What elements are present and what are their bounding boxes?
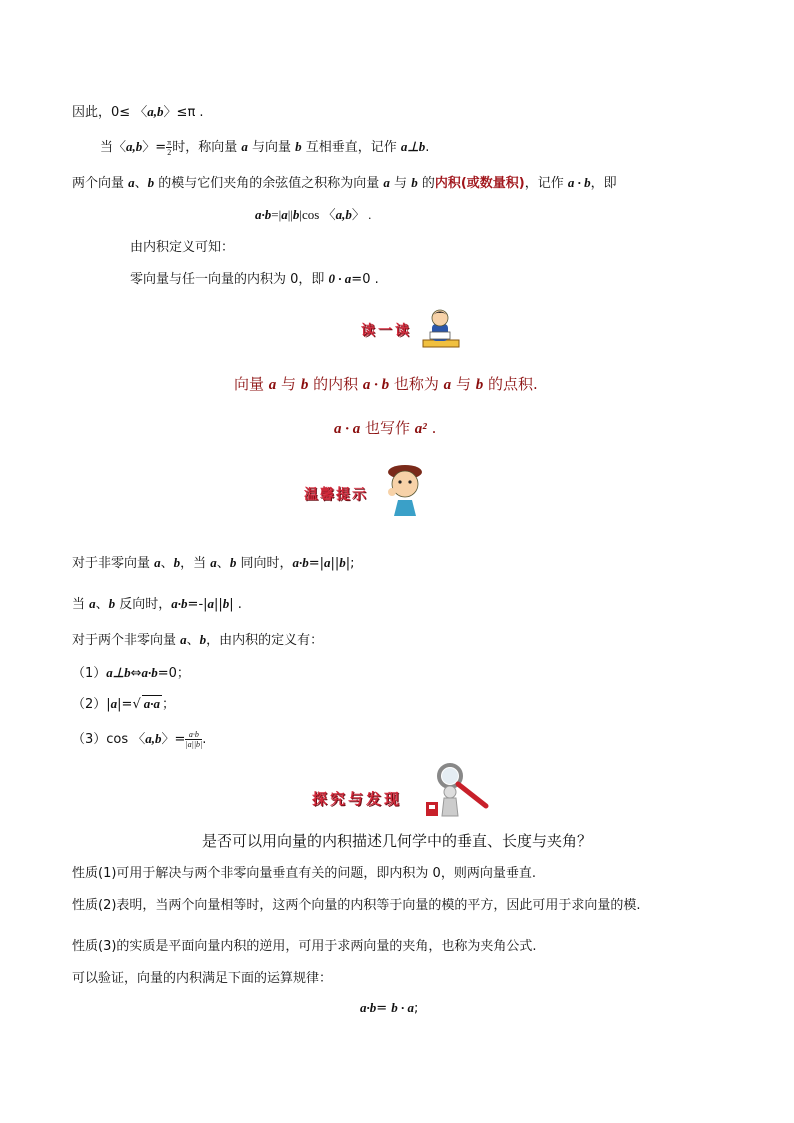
text-line-zero-vector: 零向量与任一向量的内积为 0，即 0 · a=0 .: [130, 271, 379, 287]
text-line-nonzero-vectors: 对于两个非零向量 a、b，由内积的定义有：: [72, 632, 324, 648]
magnifier-figure-icon: [420, 762, 490, 818]
text-line-angle-range: 因此，0≤ 〈a,b〉≤π .: [72, 104, 204, 120]
text-line-property-1-use: 性质(1)可用于解决与两个非零向量垂直有关的问题，即内积为 0，则两向量垂直.: [72, 866, 536, 881]
text-line-same-direction: 对于非零向量 a、b，当 a、b 同向时，a·b=|a||b|;: [72, 555, 355, 571]
formula-inner-product: a·b=|a||b|cos 〈a,b〉 .: [255, 207, 372, 222]
thinking-person-icon: [382, 462, 428, 516]
reading-person-icon: [417, 306, 463, 352]
text-line-property-3-use: 性质(3)的实质是平面向量内积的逆用，可用于求两向量的夹角，也称为夹角公式.: [72, 939, 537, 954]
fraction-cosine: $\frac{a\cdot b}{|a||b|}$: [185, 730, 203, 749]
banner-tips: 温馨提示: [302, 462, 430, 518]
sqrt-sign: √: [132, 697, 141, 712]
list-item-property-1: （1）a⊥b⇔a·b=0；: [72, 665, 190, 681]
list-item-property-2: （2）|a|=√ a·a ；: [72, 696, 176, 712]
fraction-pi-over-2: $\frac{\pi}{2}$: [167, 138, 172, 157]
text-line-opposite-direction: 当 a、b 反向时，a·b=-|a||b| .: [72, 596, 242, 612]
text-line-operation-laws: 可以验证，向量的内积满足下面的运算规律：: [72, 971, 333, 986]
text-line-perpendicular-def: 当〈a,b〉= $\frac{\pi}{2}$ 时，称向量 a 与向量 b 互相垂直，记作 a⊥b.: [100, 138, 430, 157]
text-line-property-2-use: 性质(2)表明，当两个向量相等时，这两个向量的内积等于向量的模的平方，因此可用于求向量的模.: [72, 898, 641, 913]
text-line-inner-product-def: 两个向量 a、b 的模与它们夹角的余弦值之积称为向量 a 与 b 的内积(或数量积)，记作 a · b，即: [72, 175, 617, 191]
text-line-a-squared: a · a 也写作 a² .: [334, 419, 437, 437]
banner-explore: 探究与发现: [312, 760, 492, 818]
question-heading: 是否可以用向量的内积描述几何学中的垂直、长度与夹角？: [202, 832, 593, 850]
text-line-from-definition: 由内积定义可知：: [130, 240, 235, 255]
term-inner-product: 内积(或数量积): [434, 176, 525, 191]
banner-read: 读一读: [355, 304, 465, 354]
list-item-property-3: （3）cos 〈a,b〉= $\frac{a\cdot b}{|a||b|}$ .: [72, 730, 207, 749]
formula-commutative: a·b= b · a;: [360, 1000, 419, 1016]
text-line-dot-product: 向量 a 与 b 的内积 a · b 也称为 a 与 b 的点积.: [234, 375, 538, 393]
